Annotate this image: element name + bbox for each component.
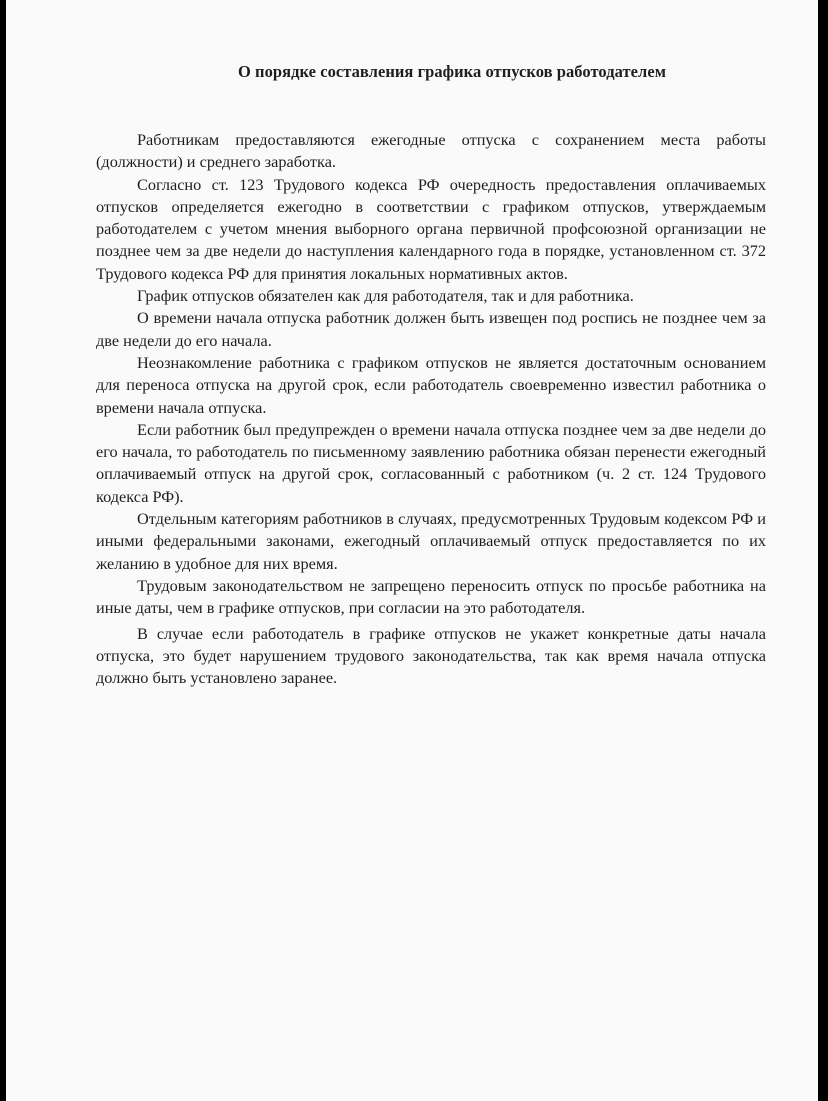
paragraph-4: О времени начала отпуска работник должен быть извещен под роспись не позднее чем за две недели до его начала. bbox=[96, 308, 766, 350]
paragraph-1: Работникам предоставляются ежегодные отпуска с сохранением места работы (должности) и среднего заработка. bbox=[96, 130, 766, 172]
document-body bbox=[96, 129, 766, 689]
document-title: О порядке составления графика отпусков работодателем bbox=[237, 62, 667, 81]
paragraph-2: Согласно ст. 123 Трудового кодекса РФ очередность предоставления оплачиваемых отпусков определяется ежегодно в соответствии с графиком отпусков, утверждаемым работодателем с учетом мнения выборного органа первичной профсоюзной организации не позднее чем за две недели до наступления календарного года в порядке, установленном ст. 372 Трудового кодекса РФ для принятия локальных нормативных актов. bbox=[96, 174, 766, 283]
paragraph-3: График отпусков обязателен как для работодателя, так и для работника. bbox=[137, 286, 634, 306]
photo-border bbox=[822, 0, 828, 1101]
paragraph-6: Если работник был предупрежден о времени начала отпуска позднее чем за две недели до его начала, то работодатель по письменному заявлению работника обязан перенести ежегодный оплачиваемый отпуск на другой срок, согласованный с работником (ч. 2 ст. 124 Трудового кодекса РФ). bbox=[96, 419, 766, 506]
paragraph-5: Неознакомление работника с графиком отпусков не является достаточным основанием для переноса отпуска на другой срок, если работодатель своевременно известил работника о времени начала отпуска. bbox=[96, 352, 766, 417]
document-page bbox=[6, 0, 818, 1101]
paragraph-7: Отдельным категориям работников в случаях, предусмотренных Трудовым кодексом РФ и иными федеральными законами, ежегодный оплачиваемый отпуск предоставляется по их желанию в удобное для них время. bbox=[96, 509, 766, 573]
paragraph-9: В случае если работодатель в графике отпусков не укажет конкретные даты начала отпуска, это будет нарушением трудового законодательства, так как время начала отпуска должно быть установлено заранее. bbox=[96, 623, 766, 688]
paragraph-8: Трудовым законодательством не запрещено переносить отпуск по просьбе работника на иные даты, чем в графике отпусков, при согласии на это работодателя. bbox=[96, 575, 766, 618]
